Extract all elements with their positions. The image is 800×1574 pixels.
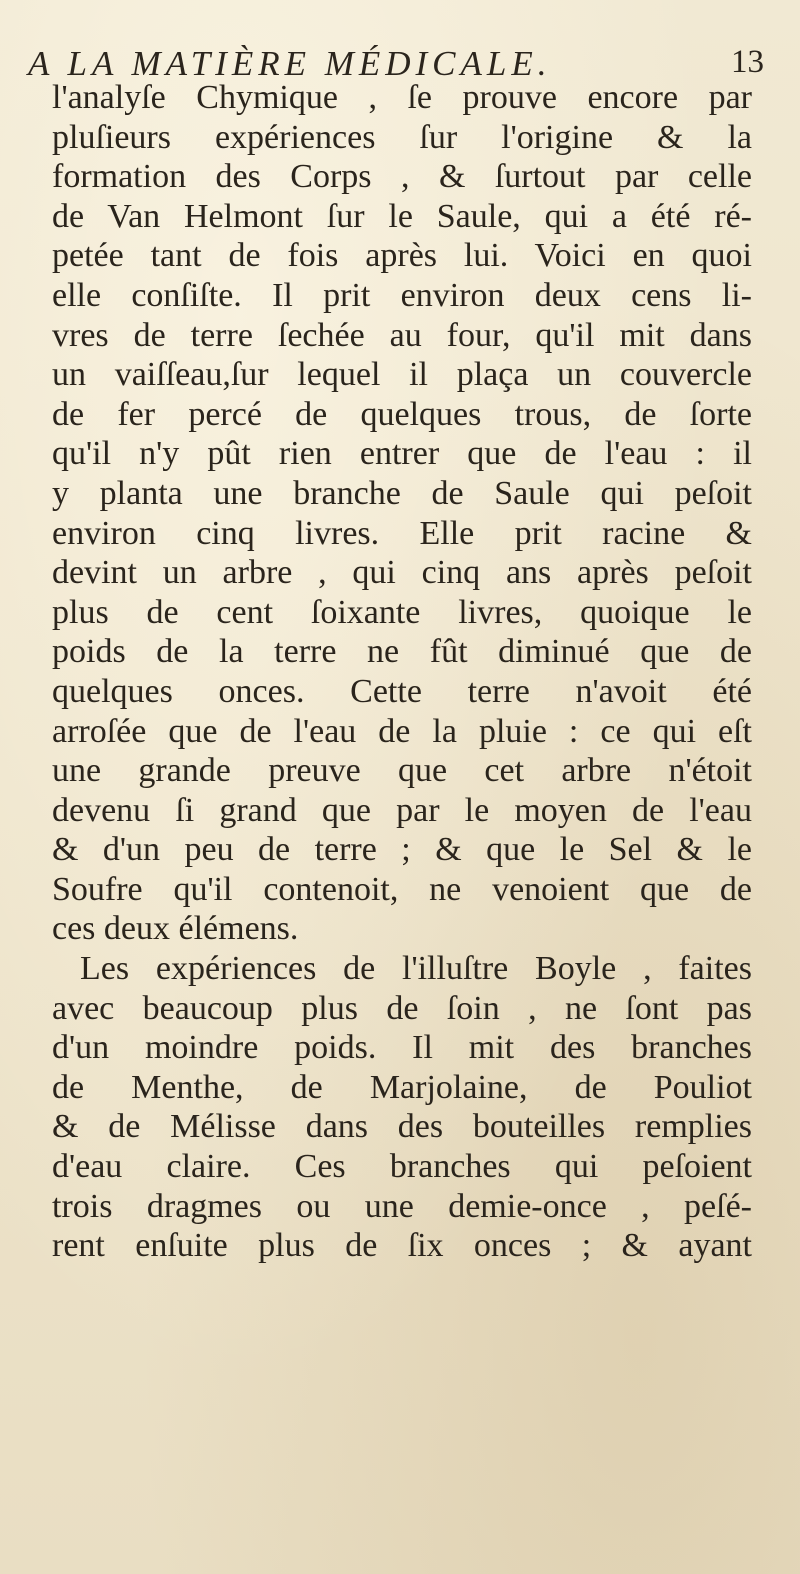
text-line: y planta une branche de Saule qui peſoit [52,474,752,512]
text-line: de Menthe, de Marjolaine, de Pouliot [52,1068,752,1106]
text-line: environ cinq livres. Elle prit racine & [52,514,752,552]
text-line: petée tant de fois après lui. Voici en quoi [52,237,752,275]
text-line: poids de la terre ne fût diminué que de [52,633,752,671]
text-line: d'un moindre poids. Il mit des branches [52,1029,752,1067]
text-line: pluſieurs expériences ſur l'origine & la [52,118,752,156]
running-head: A LA MATIÈRE MÉDICALE. [28,44,552,83]
text-line: arroſée que de l'eau de la pluie : ce qui eſt [52,712,752,750]
text-line: elle conſiſte. Il prit environ deux cens li- [52,276,752,314]
text-line: vres de terre ſechée au four, qu'il mit dans [52,316,752,354]
text-line: quelques onces. Cette terre n'avoit été [52,672,752,710]
text-line: un vaiſſeau,ſur lequel il plaça un couvercle [52,356,752,394]
text-line: rent enſuite plus de ſix onces ; & ayant [52,1227,752,1265]
paragraph-first-line: Les expériences de l'illuſtre Boyle , faites [80,950,752,988]
text-line: ces deux élémens. [52,910,299,948]
text-line: & d'un peu de terre ; & que le Sel & le [52,831,752,869]
text-line: d'eau claire. Ces branches qui peſoient [52,1148,752,1186]
text-line: devenu ſi grand que par le moyen de l'eau [52,791,752,829]
text-line: Soufre qu'il contenoit, ne venoient que de [52,870,752,908]
text-line: devint un arbre , qui cinq ans après peſoit [52,554,752,592]
text-line: de Van Helmont ſur le Saule, qui a été ré- [52,197,752,235]
text-line: qu'il n'y pût rien entrer que de l'eau : il [52,435,752,473]
body-text [52,78,752,1266]
text-line: plus de cent ſoixante livres, quoique le [52,593,752,631]
text-line: de fer percé de quelques trous, de ſorte [52,395,752,433]
text-line: & de Mélisse dans des bouteilles remplies [52,1108,752,1146]
text-line: trois dragmes ou une demie-once , peſé- [52,1187,752,1225]
text-line: l'analyſe Chymique , ſe prouve encore par [52,79,752,116]
page-number: 13 [731,44,764,80]
text-line: formation des Corps , & ſurtout par celle [52,158,752,196]
text-line: une grande preuve que cet arbre n'étoit [52,752,752,790]
text-line: avec beaucoup plus de ſoin , ne ſont pas [52,989,752,1027]
